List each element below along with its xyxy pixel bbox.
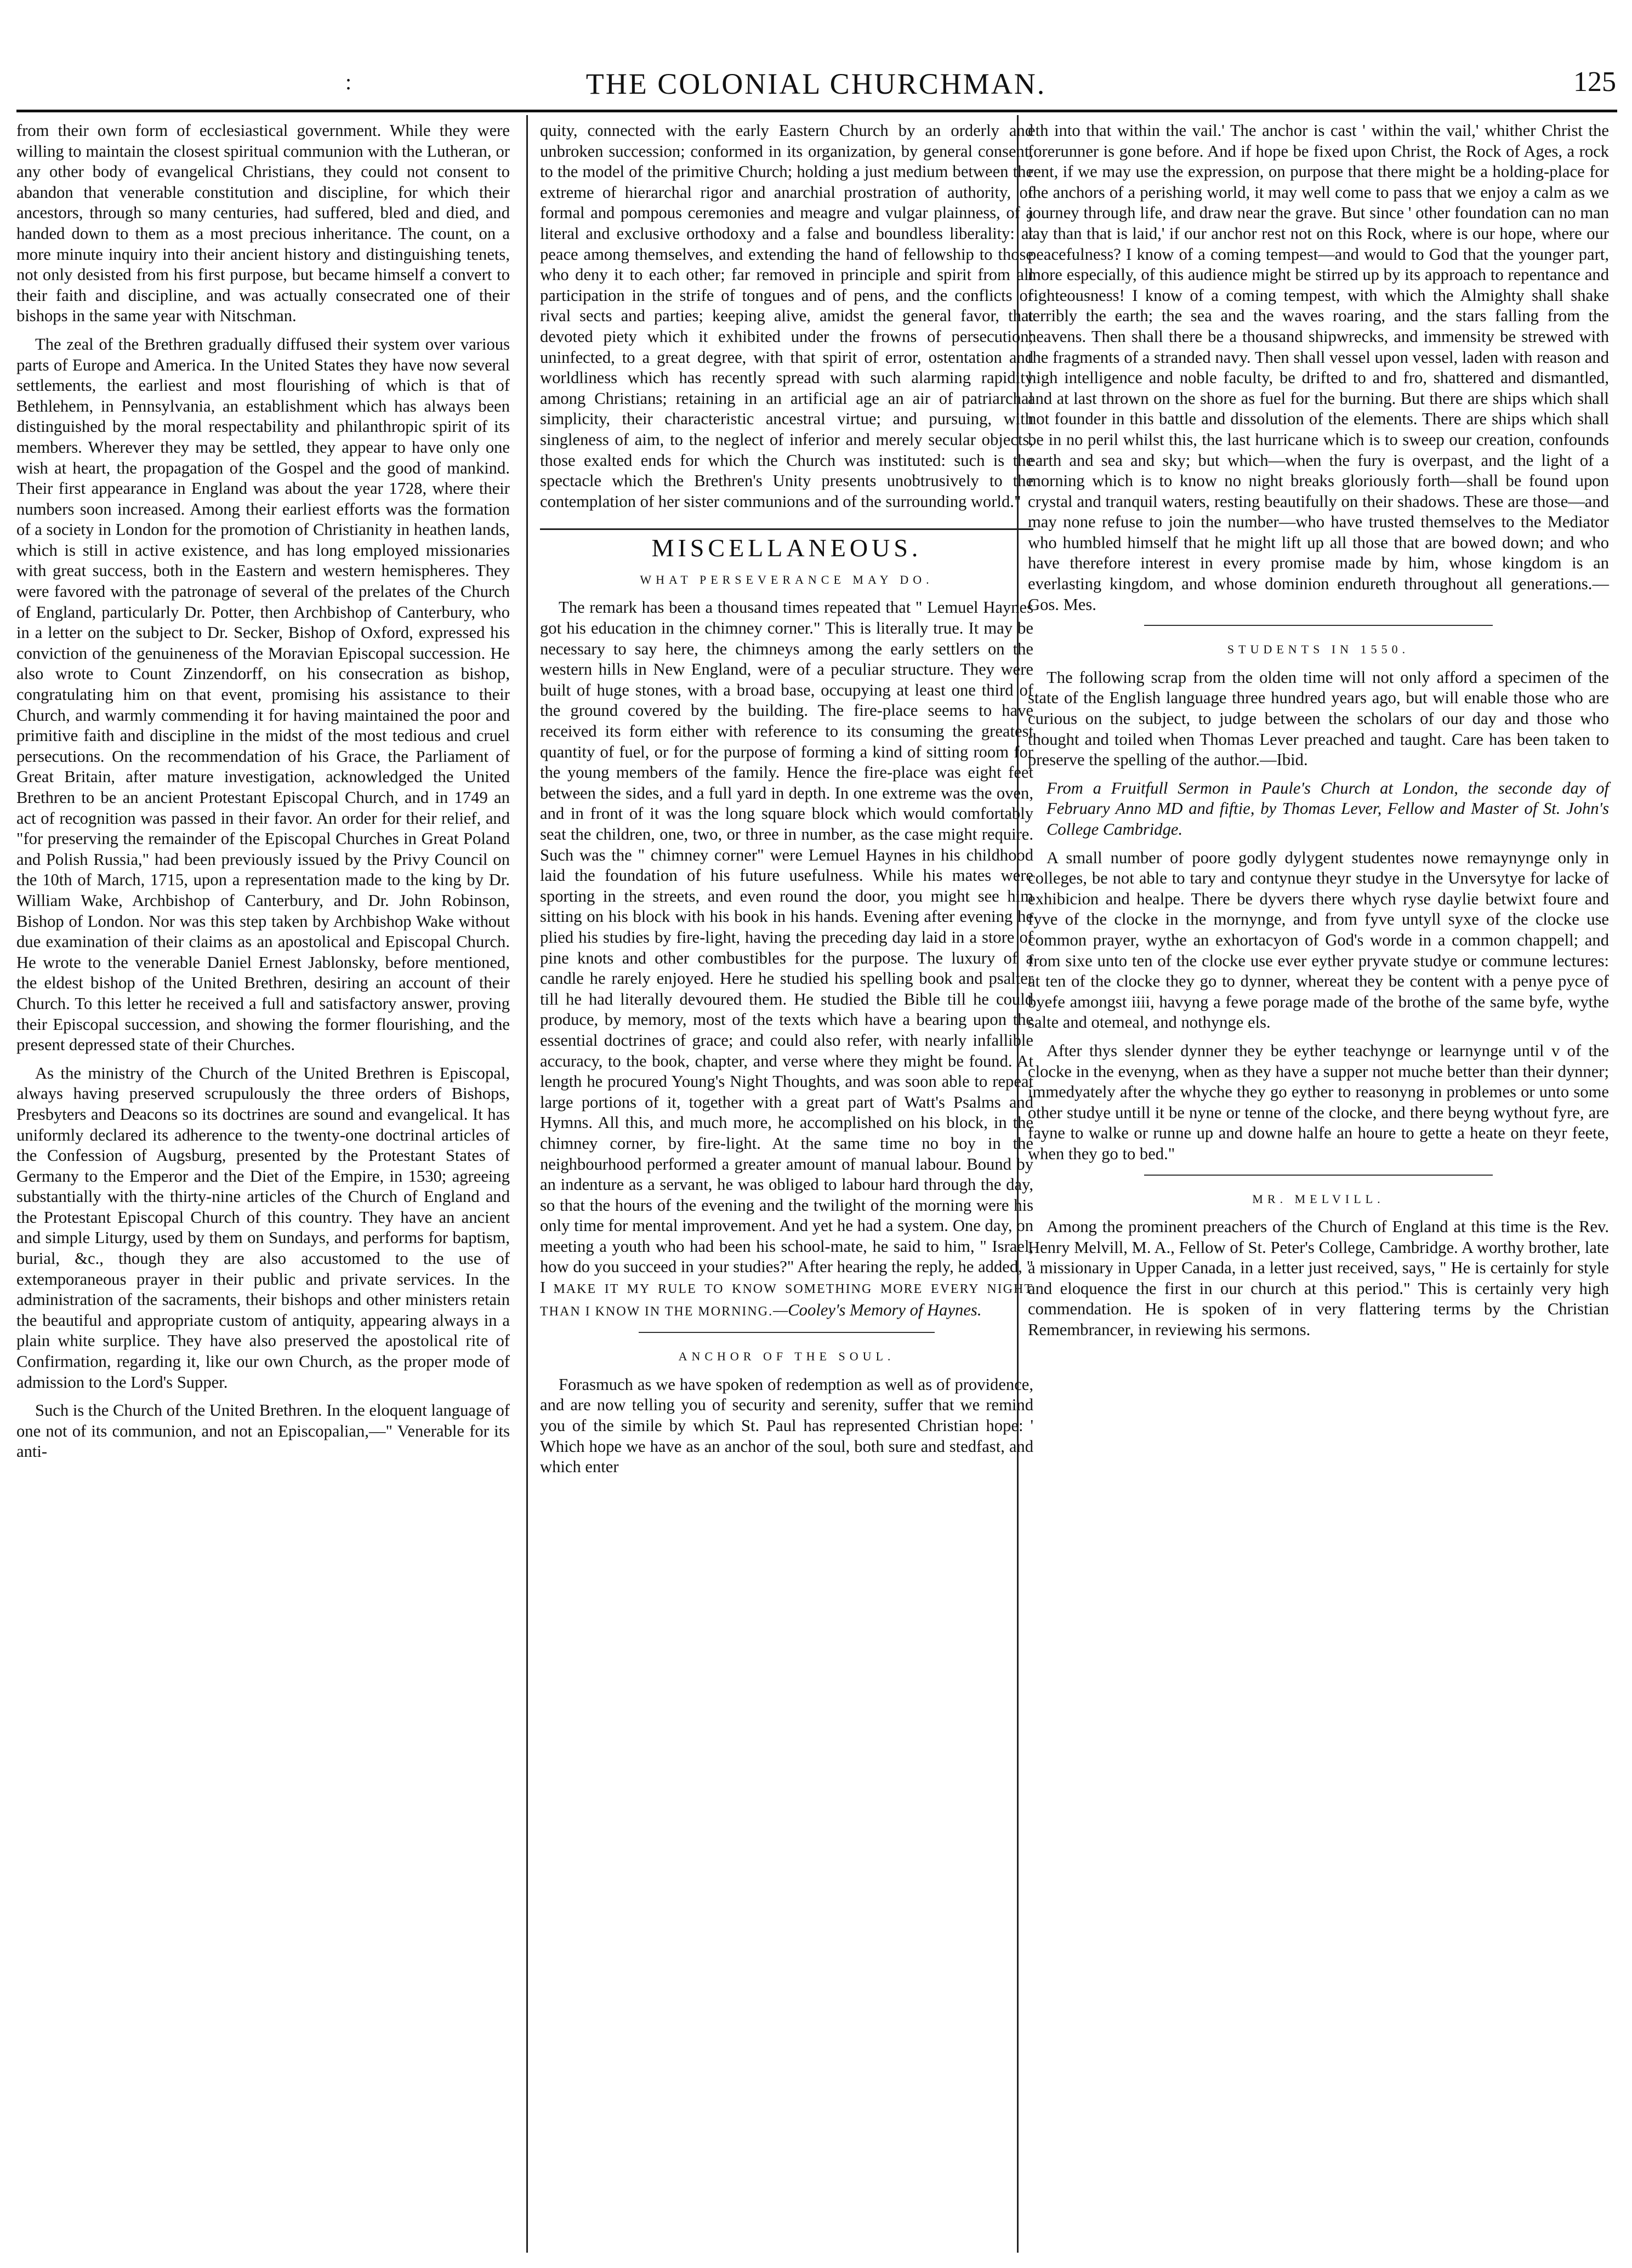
page-header bbox=[0, 66, 1632, 110]
page-number: 125 bbox=[1573, 66, 1616, 98]
article-heading: ANCHOR OF THE SOUL. bbox=[678, 1349, 895, 1364]
paragraph: A small number of poore godly dylygent studentes nowe remaynynge only in colleges, be not able to tary and contynue theyr studye in the Unversytye for lacke of exhibicion and healpe. There be dyvers there whych ryse daylie betwixt foure and fyve of the clocke in the mornynge, and from fyve untyll syxe of the clocke use common prayer, wythe an exhortacyon of God's worde in a common chappell; and from sixe unto ten of the clocke use ever eyther pryvate studye or commune lectures: at ten of the clocke they go to dynner, whereat they be content with a penye pyce of byefe amongst iiii, havyng a fewe porage made of the brothe of the same byfe, wythe salte and otemeal, and nothynge els. bbox=[1028, 848, 1609, 1032]
article-heading: STUDENTS IN 1550. bbox=[1227, 642, 1410, 657]
paragraph: Among the prominent preachers of the Church of England at this time is the Rev. Henry Melvill, M. A., Fellow of St. Peter's College, Cambridge. A worthy brother, late a missionary in Upper Canada, in a letter just received, says, " He is certainly for style and eloquence the first in our church at this period." This is certainly very high commendation. He is spoken of in very flattering terms by the Christian Remembrancer, in reviewing his sermons. bbox=[1028, 1217, 1609, 1340]
sermon-citation: From a Fruitfull Sermon in Paule's Church at London, the seconde day of February Anno MD and fiftie, by Thomas Lever, Fellow and Master of St. John's College Cambridge. bbox=[1047, 778, 1609, 839]
header-rule bbox=[16, 110, 1617, 112]
paragraph: The zeal of the Brethren gradually diffused their system over various parts of Europe and America. In the United States they have now several settlements, the earliest and most flourishing of which is that of Bethlehem, in Pennsylvania, an establishment which has always been distinguished by the moral respectability and philanthropic spirit of its members. Wherever they may be settled, they appear to have only one wish at heart, the propagation of the Gospel and the good of mankind. Their first appearance in England was about the year 1728, where their numbers soon increased. Among their earliest efforts was the formation of a society in London for the promotion of Christianity in heathen lands, which is still in active existence, and has long employed missionaries with great success, both in the Eastern and western hemispheres. They were favored with the patronage of several of the prelates of the Church of England, particularly Dr. Potter, then Archbishop of Canterbury, who in a letter on the subject to Dr. Secker, Bishop of Oxford, expressed his conviction of the genuineness of the Moravian Episcopal succession. He also wrote to Count Zinzendorff, on his consecration as bishop, congratulating him on that event, promising his assistance to their Church, and warmly commending it for having maintained the poor and primitive faith and discipline in the midst of the most tedious and cruel persecutions. On the recommendation of his Grace, the Parliament of Great Britain, after mature investigation, acknowledged the United Brethren to be an ancient Protestant Episcopal Church, and in 1749 an act of recognition was passed in their favor. An order for their relief, and "for preserving the remainder of the Episcopal Churches in Great Poland and Polish Russia," had been previously issued by the Privy Council on the 10th of March, 1715, upon a representation made to the king by Dr. William Wake, Archbishop of Canterbury, and Dr. John Robinson, Bishop of London. Nor was this step taken by Archbishop Wake without due examination of their claims as an apostolical and Episcopal Church. He wrote to the venerable Daniel Ernest Jablonsky, before mentioned, the eldest bishop of the United Brethren, desiring an account of their Church. To this letter he received a full and satisfactory answer, proving their Episcopal succession, and showing the former flourishing, and the present depressed state of their Churches. bbox=[16, 334, 510, 1055]
paragraph: As the ministry of the Church of the United Brethren is Episcopal, always having preserved scrupulously the three orders of Bishops, Presbyters and Deacons so its doctrines are sound and evangelical. It has uniformly declared its adherence to the twenty-one doctrinal articles of the Confession of Augsburg, presented by the Protestant States of Germany to the Emperor and the Diet of the Empire, in 1530; agreeing substantially with the thirty-nine articles of the Church of England and the Protestant Episcopal Church of this country. They have an ancient and simple Liturgy, used by them on Sundays, and performs for baptism, burial, &c., though they are also accustomed to the use of extemporaneous prayer in their public and private services. In the administration of the sacraments, their bishops and other ministers retain the beautiful and appropriate custom of antiquity, appearing always in a plain white surplice. They have also preserved the apostolical rite of Confirmation, regarding it, like our own Church, as the proper mode of admission to the Lord's Supper. bbox=[16, 1063, 510, 1392]
column-3 bbox=[1028, 121, 1609, 1348]
article-divider bbox=[1144, 625, 1493, 626]
paragraph: Such is the Church of the United Brethren. In the eloquent language of one not of its communion, and not an Episcopalian,—" Venerable for its anti- bbox=[16, 1401, 510, 1461]
small-caps-text: MAKE IT MY RULE TO KNOW SOMETHING MORE EVERY NIGHT THAN I KNOW IN THE MORNING. bbox=[540, 1282, 1033, 1319]
paragraph-text: The remark has been a thousand times repeated that " Lemuel Haynes got his education in the chimney corner." This is literally true. It may be necessary to say here, the chimneys among the early settlers on the western hills in New England, were of a peculiar structure. They were built of huge stones, with a broad base, occupying at least one third of the ground covered by the building. The fire-place seems to have received its form either with reference to its consuming the greatest quantity of fuel, or for the purpose of forming a kind of sitting room for the young members of the family. Hence the fire-place was eight feet between the sides, and a full yard in depth. In one extreme was the oven, and in front of it was the long square block which would comfortably seat the children, one, two, or three in number, as the case might require. Such was the " chimney corner" were Lemuel Haynes in his childhood laid the foundation of his future usefulness. While his mates were sporting in the streets, and even round the door, you might see him sitting on his block with his book in his hands. Evening after evening he plied his studies by fire-light, having the preceding day laid in a store of pine knots and other combustibles for the purpose. The luxury of a candle he rarely enjoyed. Here he studied his spelling book and psalter till he had literally devoured them. He studied the Bible till he could produce, by memory, most of the texts which have a bearing upon the essential doctrines of grace; and could also refer, with nearly infallible accuracy, to the book, chapter, and verse where they might be found. At length he procured Young's Night Thoughts, and was soon able to repeat large portions of it, together with a great part of Watt's Psalms and Hymns. All this, and much more, he accomplished on his block, in the chimney corner, by fire-light. At the same time no boy in the neighbourhood performed a greater amount of manual labour. Bound by an indenture as a servant, he was obliged to labour hard through the day, so that the hours of the evening and the twilight of the morning were his only time for mental improvement. And yet he had a system. One day, on meeting a youth who had been his school-mate, he said to him, " Israel, how do you succeed in your studies?" After hearing the reply, he added, " I bbox=[540, 598, 1033, 1297]
article-heading: MR. MELVILL. bbox=[1252, 1192, 1385, 1206]
column-divider-1 bbox=[526, 115, 528, 2253]
paragraph: The following scrap from the olden time will not only afford a specimen of the state of the English language three hundred years ago, but will enable those who are curious on the subject, to judge between the scholars of our day and those who thought and toiled when Thomas Lever preached and taught. Care has been taken to preserve the spelling of the author.—Ibid. bbox=[1028, 668, 1609, 770]
section-heading: MISCELLANEOUS. bbox=[540, 528, 1033, 559]
source-credit: —Cooley's Memory of Haynes. bbox=[773, 1300, 982, 1319]
article-divider bbox=[1144, 1175, 1493, 1176]
paragraph bbox=[540, 597, 1033, 1322]
article-divider bbox=[639, 1332, 935, 1333]
paragraph: Forasmuch as we have spoken of redemption as well as of providence, and are now telling you of security and serenity, suffer that we remind you of the simile by which St. Paul has represented Christian hope: ' Which hope we have as an anchor of the soul, both sure and stedfast, and which enter bbox=[540, 1375, 1033, 1477]
column-1 bbox=[16, 121, 510, 1470]
paragraph: from their own form of ecclesiastical government. While they were willing to maintain the closest spiritual communion with the Lutheran, or any other body of evangelical Christians, they could not consent to abandon that venerable constitution and discipline, for which their ancestors, through so many centuries, had suffered, bled and died, and handed down to them as a most precious inheritance. The count, on a more minute inquiry into their ancient history and distinguishing tenets, not only desisted from his first purpose, but became himself a convert to their faith and discipline, and was actually consecrated one of their bishops in the same year with Nitschman. bbox=[16, 121, 510, 326]
column-2 bbox=[540, 121, 1033, 1485]
paragraph: eth into that within the vail.' The anchor is cast ' within the vail,' whither Christ the forerunner is gone before. And if hope be fixed upon Christ, the Rock of Ages, a rock rent, if we may use the expression, on purpose that there might be a holding-place for the anchors of a perishing world, it may well come to pass that we enjoy a calm as we journey through life, and draw near the grave. But since ' other foundation can no man lay than that is laid,' if our anchor rest not on this Rock, where is our hope, where our peacefulness? I know of a coming tempest—and would to God that the younger part, more especially, of this audience might be stirred up by its approach to repentance and righteousness! I know of a coming tempest, with which the Almighty shall shake terribly the earth; the sea and the waves roaring, and the stars falling from the heavens. Then shall there be a thousand shipwrecks, and immensity be strewed with the fragments of a stranded navy. Then shall vessel upon vessel, laden with reason and high intelligence and noble faculty, be drifted to and fro, shattered and dismantled, and at last thrown on the shore as fuel for the burning. But there are ships which shall not founder in this battle and dissolution of the elements. There are ships which shall be in no peril whilst this, the last hurricane which is to sweep our creation, confounds earth and sea and sky; but which—when the fury is overpast, and the light of a morning which is to know no night breaks gloriously forth—shall be found upon crystal and tranquil waters, resting beautifully on their shadows. These are those—and may none refuse to join the number—who have trusted themselves to the Mediator who humbled himself that he might lift up all those that are bowed down; and who have therefore interest in every promise made by him, whose kingdom is an everlasting kingdom, and whose dominion endureth throughout all generations.— Gos. Mes. bbox=[1028, 121, 1609, 614]
page-title: THE COLONIAL CHURCHMAN. bbox=[585, 67, 1047, 100]
paragraph: After thys slender dynner they be eyther teachynge or learnynge until v of the clocke in the evenyng, when as they have a supper not muche better than their dynner; immedyately after the whyche they go eyther to reasonyng in problemes or unto some other studye untill it be nyne or tenne of the clocke, and there beyng wythout fyre, are fayne to walke or runne up and downe halfe an houre to gette a heate on theyr feete, when they go to bed." bbox=[1028, 1041, 1609, 1163]
article-heading: WHAT PERSEVERANCE MAY DO. bbox=[640, 572, 934, 586]
paragraph: quity, connected with the early Eastern Church by an orderly and unbroken succession; conformed in its organization, by general consent, to the model of the primitive Church; holding a just medium between the extreme of hierarchal rigor and anarchial prostration of authority, of formal and pompous ceremonies and meagre and vulgar plainness, of a literal and exclusive orthodoxy and a false and boundless liberality: at peace among themselves, and extending the hand of fellowship to those who deny it to each other; far removed in principle and spirit from all participation in the strife of tongues and of pens, and the conflicts of rival sects and parties; keeping alive, amidst the general favor, that devoted piety which it exhibited under the frowns of persecution; uninfected, to a great degree, with that spirit of error, ostentation and worldliness which has recently spread with such alarming rapidity among Christians; retaining in an artificial age an air of patriarchal simplicity, their characteristic ancestral virtue; and pursuing, with singleness of aim, to the neglect of inferior and merely secular objects, those exalted ends for which the Church was instituted: such is the spectacle which the Brethren's Unity presents unobtrusively to the contemplation of her sister communions and of the surrounding world." bbox=[540, 121, 1033, 511]
header-mark: : bbox=[345, 70, 352, 94]
